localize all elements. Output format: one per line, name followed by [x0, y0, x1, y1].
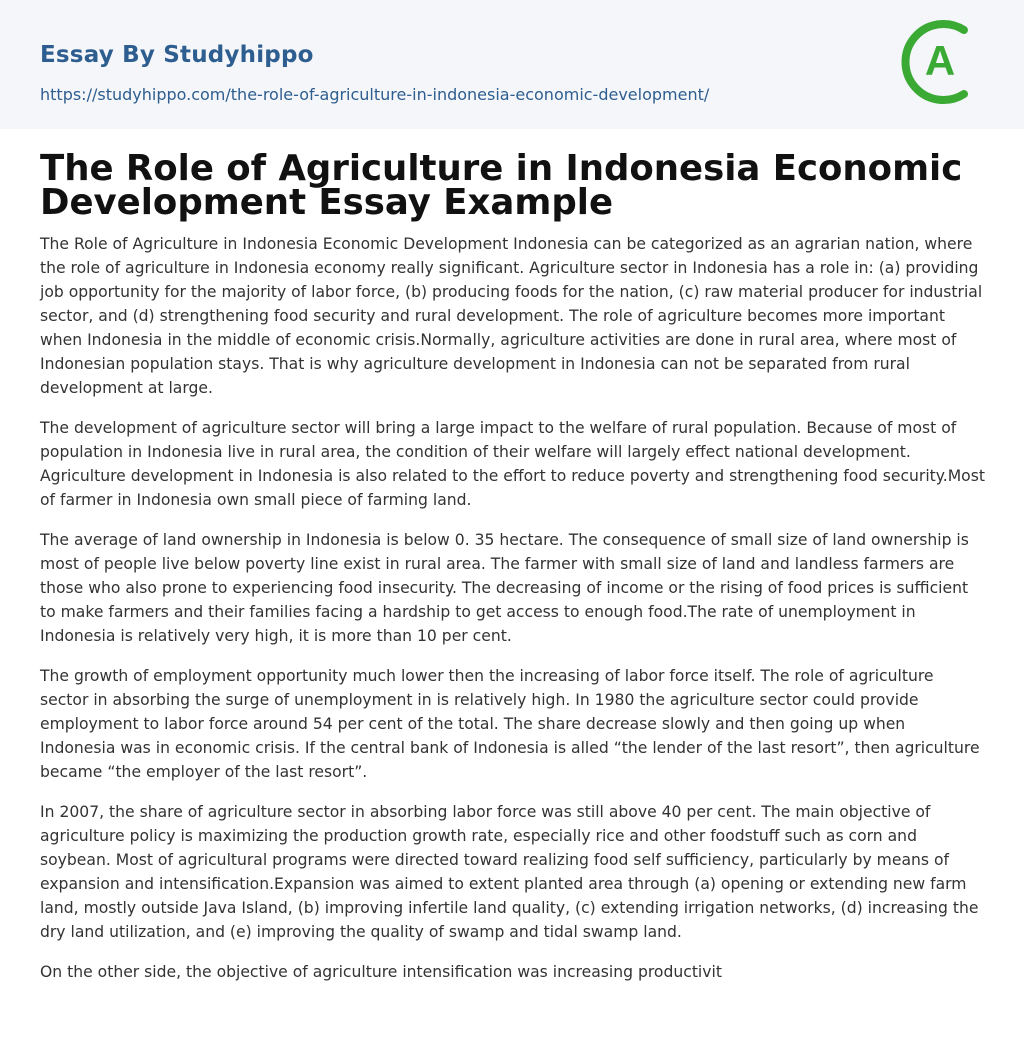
logo-letter: A — [924, 37, 956, 84]
studyhippo-logo-icon[interactable] — [900, 18, 988, 106]
site-header — [0, 0, 1024, 129]
article-paragraph: The growth of employment opportunity much lower then the increasing of labor force itself. The role of agriculture sector in absorbing the surge of unemployment in is relatively high. In 1980 the agriculture sector could provide employment to labor force around 54 per cent of the total. The share decrease slowly and then going up when Indonesia was in economic crisis. If the central bank of Indonesia is alled “the lender of the last resort”, then agriculture became “the employer of the last resort”. — [40, 667, 980, 781]
article — [40, 148, 985, 1000]
site-brand[interactable]: Essay By Studyhippo — [40, 42, 314, 68]
article-paragraph: On the other side, the objective of agriculture intensification was increasing productivit — [40, 963, 722, 981]
article-paragraph: In 2007, the share of agriculture sector in absorbing labor force was still above 40 per cent. The main objective of agriculture policy is maximizing the production growth rate, especially rice and other foodstuff such as corn and soybean. Most of agricultural programs were directed toward realizing food self sufficiency, particularly by means of expansion and intensification.Expansion was aimed to extent planted area through (a) opening or extending new farm land, mostly outside Java Island, (b) improving infertile land quality, (c) extending irrigation networks, (d) increasing the dry land utilization, and (e) improving the quality of swamp and tidal swamp land. — [40, 803, 979, 941]
article-title: The Role of Agriculture in Indonesia Economic Development Essay Example — [40, 148, 963, 223]
article-body — [40, 232, 985, 984]
article-paragraph: The average of land ownership in Indonesia is below 0. 35 hectare. The consequence of small size of land ownership is most of people live below poverty line exist in rural area. The farmer with small size of land and landless farmers are those who also prone to experiencing food insecurity. The decreasing of income or the rising of food prices is sufficient to make farmers and their families facing a hardship to get access to enough food.The rate of unemployment in Indonesia is relatively very high, it is more than 10 per cent. — [40, 531, 969, 645]
article-paragraph: The development of agriculture sector will bring a large impact to the welfare of rural population. Because of most of population in Indonesia live in rural area, the condition of their welfare will largely effect national development. Agriculture development in Indonesia is also related to the effort to reduce poverty and strengthening food security.Most of farmer in Indonesia own small piece of farming land. — [40, 419, 985, 509]
source-url-link[interactable]: https://studyhippo.com/the-role-of-agriculture-in-indonesia-economic-development/ — [40, 85, 710, 104]
article-paragraph: The Role of Agriculture in Indonesia Economic Development Indonesia can be categorized as an agrarian nation, where the role of agriculture in Indonesia economy really significant. Agriculture sector in Indonesia has a role in: (a) providing job opportunity for the majority of labor force, (b) producing foods for the nation, (c) raw material producer for industrial sector, and (d) strengthening food security and rural development. The role of agriculture becomes more important when Indonesia in the middle of economic crisis.Normally, agriculture activities are done in rural area, where most of Indonesian population stays. That is why agriculture development in Indonesia can not be separated from rural development at large. — [40, 235, 983, 397]
